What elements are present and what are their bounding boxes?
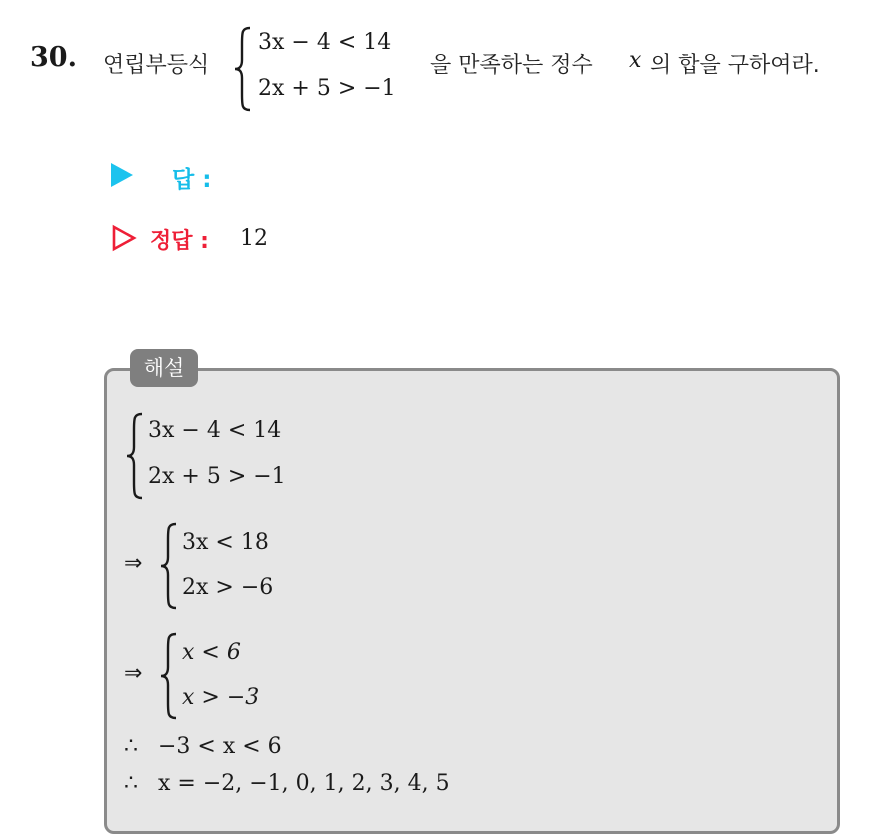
solution-step-3-line-2: x > −3 — [182, 685, 260, 710]
solution-step-2-line-1: 3x < 18 — [182, 530, 269, 555]
question-system-line-1: 3x − 4 < 14 — [258, 30, 392, 55]
answer-label: 답 : — [172, 167, 212, 193]
question-system — [232, 24, 432, 114]
solution-conclusion-2: x = −2, −1, 0, 1, 2, 3, 4, 5 — [158, 771, 450, 796]
brace-icon — [124, 410, 144, 502]
solution-tag: 해설 — [130, 349, 198, 387]
solution-step-1 — [124, 410, 324, 502]
question-text-before: 연립부등식 — [103, 53, 210, 78]
brace-icon — [158, 630, 178, 722]
therefore-symbol: ∴ — [124, 734, 138, 759]
solution-step-1-line-2: 2x + 5 > −1 — [148, 464, 286, 489]
solution-conclusion-1: −3 < x < 6 — [158, 734, 282, 759]
question-text-after-2: 의 합을 구하여라. — [650, 53, 820, 78]
answer-arrow-icon — [111, 163, 133, 187]
question-system-line-2: 2x + 5 > −1 — [258, 76, 396, 101]
question-variable: x — [629, 48, 642, 73]
correct-answer-arrow-icon — [111, 224, 137, 252]
question-text-after-1: 을 만족하는 정수 — [430, 53, 593, 78]
implies-symbol: ⇒ — [124, 551, 143, 576]
implies-symbol: ⇒ — [124, 661, 143, 686]
solution-step-2-line-2: 2x > −6 — [182, 575, 274, 600]
brace-icon — [232, 24, 252, 114]
brace-icon — [158, 520, 178, 612]
therefore-symbol: ∴ — [124, 771, 138, 796]
correct-answer-value: 12 — [240, 226, 268, 251]
solution-step-1-line-1: 3x − 4 < 14 — [148, 418, 282, 443]
solution-step-3-line-1: x < 6 — [182, 640, 241, 665]
question-number: 30. — [30, 42, 77, 73]
correct-answer-label: 정답 : — [150, 229, 209, 254]
solution-step-2 — [158, 520, 358, 612]
solution-step-3 — [158, 630, 358, 722]
